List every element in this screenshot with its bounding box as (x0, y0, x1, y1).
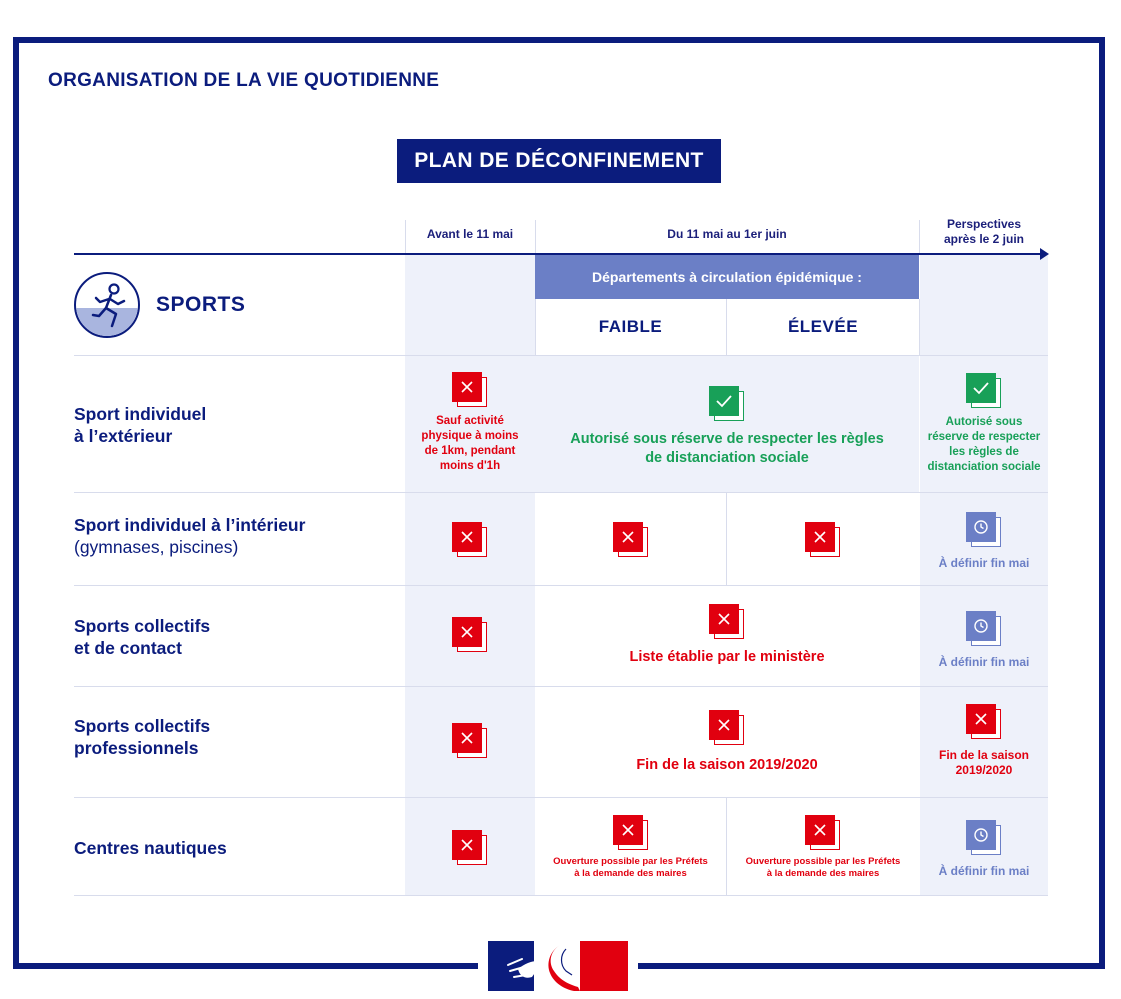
row-label-line1: Sports collectifs (74, 616, 211, 636)
section-title: ORGANISATION DE LA VIE QUOTIDIENNE (48, 70, 440, 91)
forbidden-icon (452, 372, 488, 408)
cell-text: Liste établie par le ministère (629, 649, 825, 665)
status-cell (405, 723, 535, 759)
row-divider (74, 895, 1048, 896)
marianne-logo (488, 941, 628, 991)
cell-text-line: de distanciation sociale (645, 450, 809, 466)
status-cell (920, 512, 1048, 571)
cell-text: À définir fin mai (938, 556, 1030, 570)
clock-icon (966, 820, 1002, 856)
row-divider (74, 585, 1048, 586)
forbidden-icon (452, 830, 488, 866)
header-during: Du 11 mai au 1er juin (667, 227, 787, 241)
grid-divider (726, 299, 727, 355)
forbidden-icon (452, 617, 488, 653)
forbidden-icon (452, 522, 488, 558)
before-column-shade (405, 255, 535, 895)
grid-divider (535, 299, 536, 355)
status-cell (920, 704, 1048, 778)
cell-text-line: Sauf activité (436, 415, 504, 427)
header-after-line2: après le 2 juin (943, 232, 1025, 246)
grid-divider (919, 299, 920, 355)
status-cell (405, 830, 535, 866)
runner-icon (74, 272, 140, 338)
allowed-icon (966, 373, 1002, 409)
cell-text-line: Autorisé sous réserve de respecter les règles (570, 431, 884, 447)
row-divider (74, 686, 1048, 687)
cell-text-line: Ouverture possible par les Préfets (553, 856, 708, 867)
cell-text-line: à la demande des maires (766, 868, 880, 879)
status-cell (405, 522, 535, 558)
forbidden-icon (966, 704, 1002, 740)
forbidden-icon (613, 815, 649, 851)
cell-text-line: moins d'1h (439, 460, 501, 472)
row-label-line2: à l’extérieur (74, 426, 173, 446)
status-cell (920, 373, 1048, 475)
cell-text-line: Autorisé sous (945, 416, 1023, 428)
row-label (74, 403, 206, 447)
status-cell (535, 710, 919, 773)
after-column-shade (920, 255, 1048, 895)
clock-icon (966, 512, 1002, 548)
cell-text: Fin de la saison 2019/2020 (636, 757, 818, 773)
level-high: ÉLEVÉE (787, 317, 859, 336)
header-before: Avant le 11 mai (426, 227, 514, 241)
forbidden-icon (613, 522, 649, 558)
row-label-line1: Sports collectifs (74, 716, 211, 736)
status-cell (920, 611, 1048, 670)
cell-text-line: les règles de (949, 446, 1019, 458)
header-divider (535, 220, 536, 253)
timeline-arrow-icon (1040, 248, 1049, 260)
forbidden-icon (452, 723, 488, 759)
row-label (74, 837, 227, 859)
plan-title: PLAN DE DÉCONFINEMENT (397, 139, 721, 183)
forbidden-icon (805, 815, 841, 851)
row-label (74, 514, 305, 558)
row-label-line1: Sport individuel (74, 404, 207, 424)
header-after (920, 217, 1048, 247)
cell-text: À définir fin mai (938, 864, 1030, 878)
forbidden-icon (709, 604, 745, 640)
forbidden-icon (805, 522, 841, 558)
category-label: SPORTS (156, 293, 246, 316)
header-divider (405, 220, 406, 253)
status-cell (405, 617, 535, 653)
row-label (74, 715, 210, 759)
row-label-line1: Sport individuel à l’intérieur (74, 515, 306, 535)
header-after-line1: Perspectives (946, 217, 1022, 231)
cell-text-line: distanciation sociale (927, 461, 1041, 473)
row-label-line2: (gymnases, piscines) (74, 537, 239, 557)
row-divider (74, 492, 1048, 493)
row-label-line1: Centres nautiques (74, 838, 227, 858)
header-divider (919, 220, 920, 253)
cell-text-line: physique à moins (421, 430, 519, 442)
status-cell (535, 522, 726, 558)
row-label (74, 615, 210, 659)
status-cell (405, 372, 535, 474)
level-low: FAIBLE (598, 317, 663, 336)
cell-text-line: de 1km, pendant (424, 445, 516, 457)
status-cell (535, 386, 919, 468)
cell-text: À définir fin mai (938, 655, 1030, 669)
status-cell (535, 815, 726, 880)
cell-text-line: 2019/2020 (955, 763, 1013, 777)
cell-text-line: Ouverture possible par les Préfets (745, 856, 901, 867)
status-cell (727, 815, 919, 880)
row-label-line2: professionnels (74, 738, 199, 758)
cell-text-line: Fin de la saison (938, 748, 1030, 762)
departments-banner: Départements à circulation épidémique : (535, 255, 919, 299)
row-label-line2: et de contact (74, 638, 182, 658)
forbidden-icon (709, 710, 745, 746)
allowed-icon (709, 386, 745, 422)
row-divider (74, 797, 1048, 798)
status-cell (920, 820, 1048, 879)
status-cell (535, 604, 919, 665)
status-cell (727, 522, 919, 558)
cell-text-line: à la demande des maires (574, 868, 687, 879)
clock-icon (966, 611, 1002, 647)
cell-text-line: réserve de respecter (927, 431, 1041, 443)
row-divider (74, 355, 1048, 356)
